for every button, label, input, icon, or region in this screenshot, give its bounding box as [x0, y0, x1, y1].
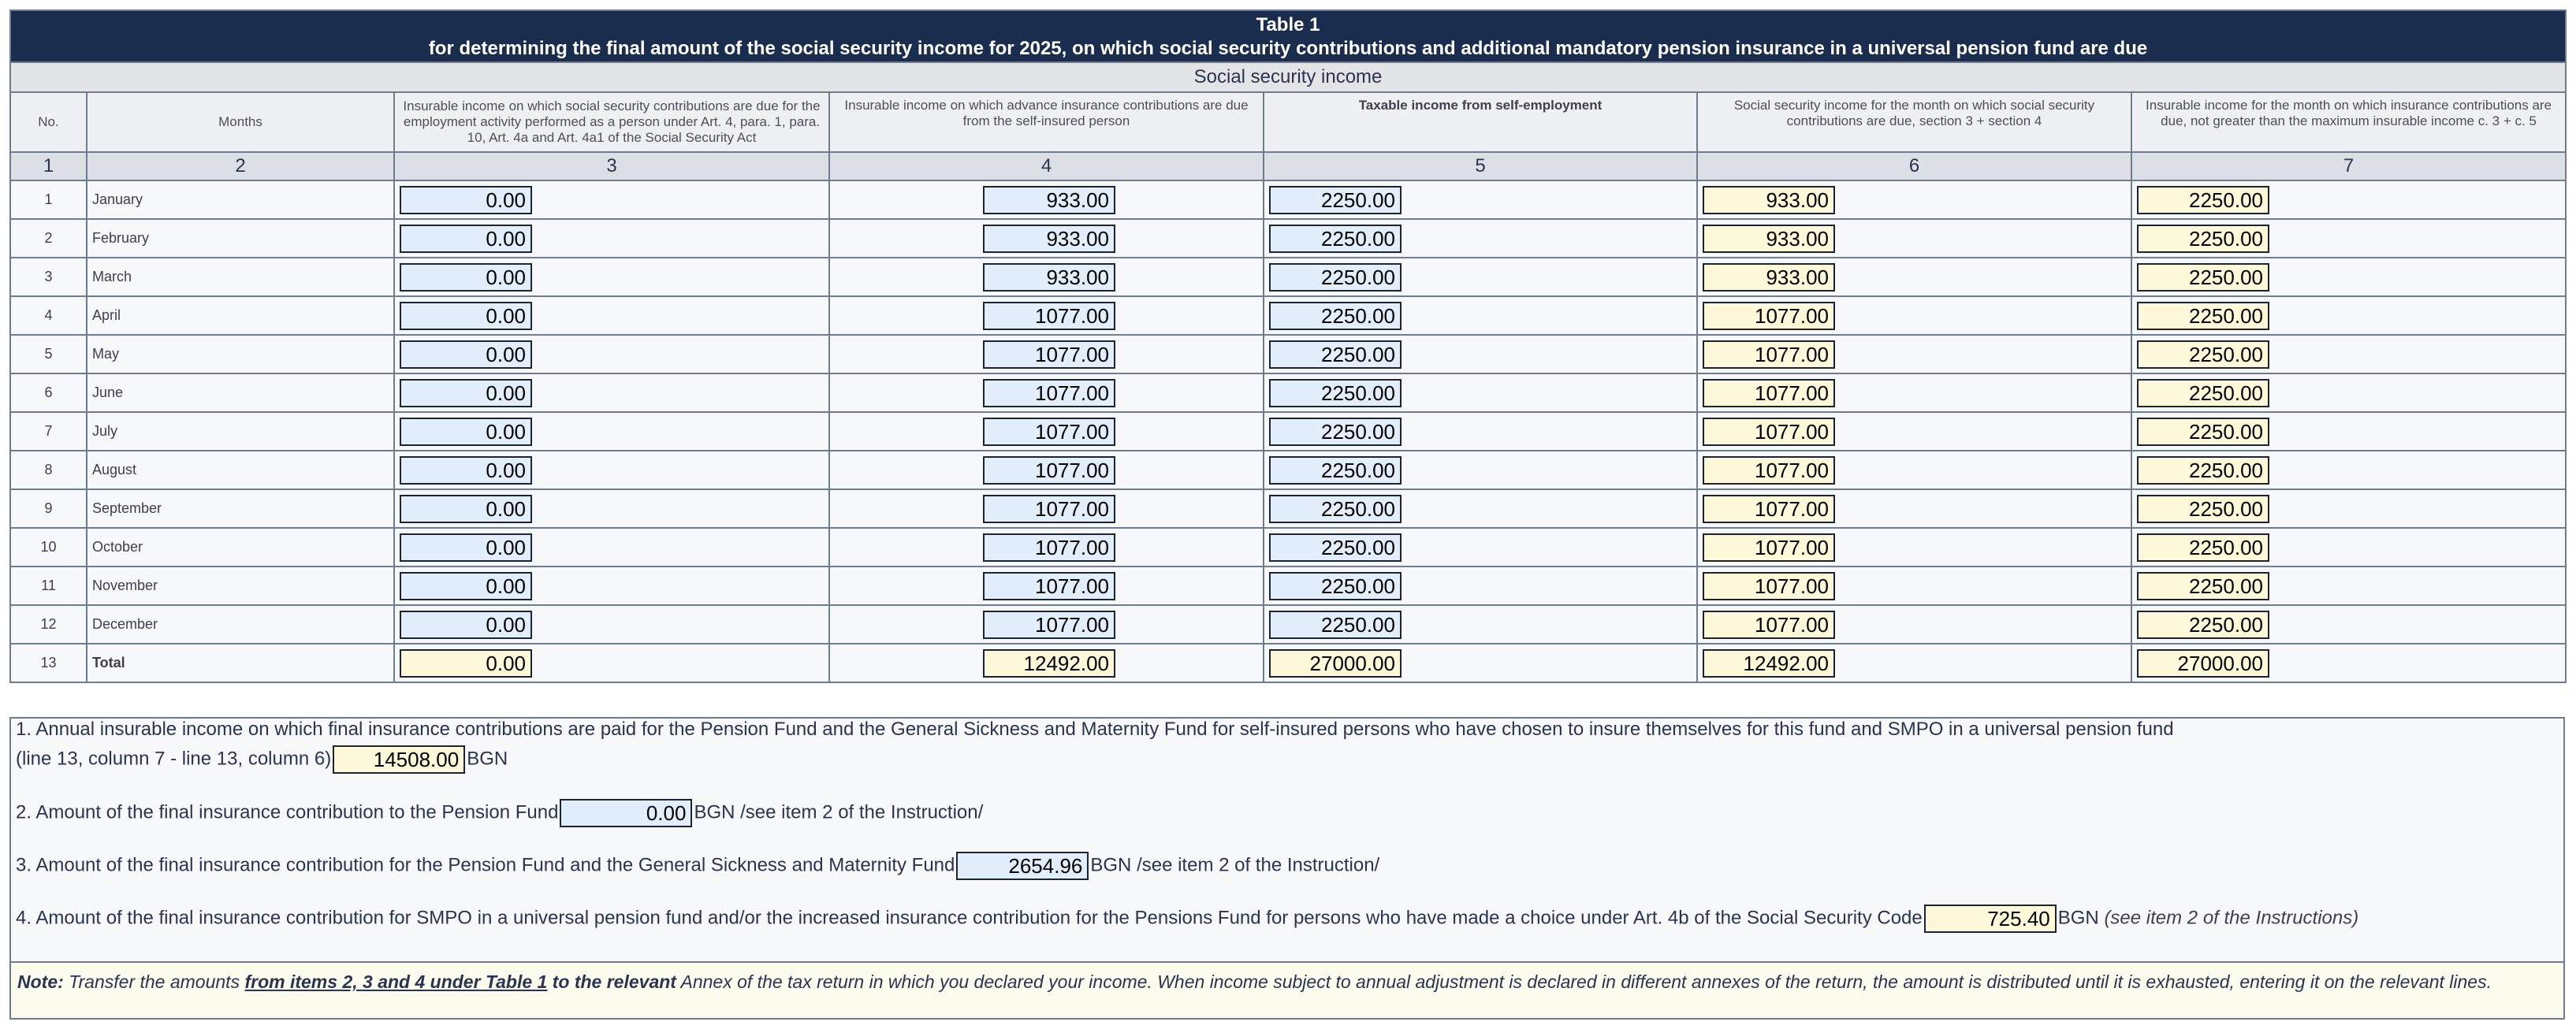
income-table [9, 9, 2567, 683]
value-field-c6: 1077.00 [1703, 572, 1835, 600]
value-field-c4[interactable]: 1077.00 [983, 379, 1115, 407]
cell-c4 [829, 412, 1264, 451]
cell-c7 [2131, 373, 2566, 412]
cell-c6 [1697, 412, 2131, 451]
row-number: 8 [10, 451, 87, 489]
value-field-c4[interactable]: 933.00 [983, 186, 1115, 214]
cell-c5 [1264, 412, 1697, 451]
value-field-c7: 2250.00 [2137, 418, 2269, 446]
cell-c7 [2131, 258, 2566, 296]
table-row [10, 180, 2566, 219]
value-field-c7: 2250.00 [2137, 572, 2269, 600]
row-number: 4 [10, 296, 87, 335]
value-field-c6: 1077.00 [1703, 456, 1835, 485]
cell-c7 [2131, 219, 2566, 258]
item-2-hint: /see item 2 of the Instruction/ [740, 801, 984, 823]
table-subtitle: for determining the final amount of the social security income for 2025, on which social security contributions and additional mandatory pension insurance in a universal pension fund are due [428, 38, 2148, 59]
value-field-c4[interactable]: 1077.00 [983, 533, 1115, 562]
cell-c4 [829, 528, 1264, 567]
cell-c6 [1697, 567, 2131, 605]
value-field-c5[interactable]: 2250.00 [1269, 263, 1402, 292]
cell-c4 [829, 489, 1264, 528]
value-field-c5[interactable]: 2250.00 [1269, 340, 1402, 369]
cell-c3 [394, 373, 829, 412]
value-field-c5[interactable]: 2250.00 [1269, 379, 1402, 407]
cell-c7 [2131, 489, 2566, 528]
cell-c7 [2131, 180, 2566, 219]
cell-c5 [1264, 296, 1697, 335]
value-field-c3[interactable]: 0.00 [400, 379, 532, 407]
row-number: 9 [10, 489, 87, 528]
cell-c4 [829, 373, 1264, 412]
value-field-c3[interactable]: 0.00 [400, 263, 532, 292]
col-header-3: Insurable income on which social security contributions are due for the employment activity performed as a person under Art. 4, para. 1, para. 10, Art. 4a and Art. 4a1 of the Social Security Act [394, 92, 829, 152]
value-field-c4[interactable]: 1077.00 [983, 302, 1115, 330]
col-number: 3 [394, 152, 829, 180]
value-field-c7: 2250.00 [2137, 302, 2269, 330]
month-label: January [87, 180, 394, 219]
value-field-c3[interactable]: 0.00 [400, 495, 532, 523]
cell-c4 [829, 180, 1264, 219]
item-1-value-field[interactable]: 14508.00 [333, 745, 465, 774]
cell-c7 [2131, 528, 2566, 567]
value-field-c4[interactable]: 1077.00 [983, 456, 1115, 485]
value-field-c3[interactable]: 0.00 [400, 418, 532, 446]
month-label: December [87, 605, 394, 644]
value-field-c6: 1077.00 [1703, 340, 1835, 369]
item-1-label: 1. Annual insurable income on which final insurance contributions are paid for the Pension Fund and the General Sickness and Maternity Fund for self-insured persons who have chosen to insure themselves for this fund and SMPO in a universal pension fund [16, 719, 2174, 740]
value-field-c7: 2250.00 [2137, 456, 2269, 485]
cell-c5 [1264, 528, 1697, 567]
cell-c6 [1697, 451, 2131, 489]
col-header-7: Insurable income for the month on which insurance contributions are due, not greater than the maximum insurable income c. 3 + c. 5 [2131, 92, 2566, 152]
value-field-c3[interactable]: 0.00 [400, 225, 532, 253]
cell-c4 [829, 567, 1264, 605]
item-4 [16, 905, 2358, 933]
value-field-c5[interactable]: 2250.00 [1269, 225, 1402, 253]
note-label: Note: [17, 971, 64, 992]
value-field-c3: 0.00 [400, 649, 532, 678]
table-1-container [9, 9, 2565, 683]
row-number: 7 [10, 412, 87, 451]
cell-c3 [394, 412, 829, 451]
value-field-c6: 12492.00 [1703, 649, 1835, 678]
value-field-c3[interactable]: 0.00 [400, 611, 532, 639]
value-field-c6: 1077.00 [1703, 495, 1835, 523]
cell-c5 [1264, 258, 1697, 296]
month-label: June [87, 373, 394, 412]
cell-c6 [1697, 258, 2131, 296]
value-field-c5[interactable]: 2250.00 [1269, 456, 1402, 485]
cell-c7 [2131, 451, 2566, 489]
month-label: February [87, 219, 394, 258]
cell-c7 [2131, 644, 2566, 682]
item-2-label: 2. Amount of the final insurance contribution to the Pension Fund [16, 801, 559, 823]
value-field-c4: 12492.00 [983, 649, 1115, 678]
value-field-c4[interactable]: 1077.00 [983, 340, 1115, 369]
item-1-line-2 [16, 745, 508, 774]
col-number: 1 [10, 152, 87, 180]
table-row [10, 605, 2566, 644]
item-1 [16, 719, 2174, 741]
table-row [10, 489, 2566, 528]
month-label: November [87, 567, 394, 605]
currency-label: BGN [1090, 854, 1132, 876]
value-field-c5: 27000.00 [1269, 649, 1402, 678]
cell-c4 [829, 335, 1264, 373]
table-row [10, 258, 2566, 296]
row-number: 13 [10, 644, 87, 682]
cell-c4 [829, 258, 1264, 296]
note-text-d: Annex of the tax return in which you declared your income. When income subject to annual adjustment is declared in different annexes of the return, the amount is distributed until it is exhausted, entering it on the relevant lines. [680, 971, 2492, 992]
value-field-c6: 933.00 [1703, 263, 1835, 292]
table-row [10, 528, 2566, 567]
cell-c6 [1697, 644, 2131, 682]
value-field-c6: 1077.00 [1703, 302, 1835, 330]
row-number: 10 [10, 528, 87, 567]
value-field-c5[interactable]: 2250.00 [1269, 418, 1402, 446]
cell-c3 [394, 296, 829, 335]
currency-label: BGN [467, 748, 508, 770]
cell-c7 [2131, 605, 2566, 644]
value-field-c4[interactable]: 1077.00 [983, 611, 1115, 639]
item-3-hint: /see item 2 of the Instruction/ [1137, 854, 1380, 876]
row-number: 2 [10, 219, 87, 258]
cell-c4 [829, 219, 1264, 258]
value-field-c4[interactable]: 1077.00 [983, 572, 1115, 600]
cell-c6 [1697, 180, 2131, 219]
table-row [10, 219, 2566, 258]
table-title: Table 1 [1256, 14, 1320, 35]
cell-c3 [394, 605, 829, 644]
cell-c3 [394, 451, 829, 489]
month-label: September [87, 489, 394, 528]
value-field-c3[interactable]: 0.00 [400, 302, 532, 330]
col-number: 5 [1264, 152, 1697, 180]
item-4-value-field[interactable]: 725.40 [1924, 905, 2057, 933]
value-field-c7: 2250.00 [2137, 263, 2269, 292]
table-row [10, 335, 2566, 373]
value-field-c4[interactable]: 1077.00 [983, 418, 1115, 446]
month-label: May [87, 335, 394, 373]
value-field-c7: 2250.00 [2137, 379, 2269, 407]
value-field-c7: 2250.00 [2137, 495, 2269, 523]
cell-c6 [1697, 605, 2131, 644]
col-number: 7 [2131, 152, 2566, 180]
value-field-c5[interactable]: 2250.00 [1269, 186, 1402, 214]
cell-c6 [1697, 296, 2131, 335]
value-field-c7: 2250.00 [2137, 225, 2269, 253]
item-4-label: 4. Amount of the final insurance contribution for SMPO in a universal pension fund and/or the increased insurance contribution for the Pensions Fund for persons who have made a choice under Art. 4b of the Social Security Code [16, 907, 1923, 929]
cell-c3 [394, 258, 829, 296]
cell-c5 [1264, 335, 1697, 373]
row-number: 12 [10, 605, 87, 644]
value-field-c7: 2250.00 [2137, 533, 2269, 562]
cell-c7 [2131, 296, 2566, 335]
col-header-months: Months [87, 92, 394, 152]
value-field-c5[interactable]: 2250.00 [1269, 302, 1402, 330]
cell-c6 [1697, 528, 2131, 567]
item-3-value-field[interactable]: 2654.96 [956, 852, 1089, 880]
value-field-c4[interactable]: 933.00 [983, 263, 1115, 292]
section-header: Social security income [10, 62, 2566, 92]
value-field-c6: 933.00 [1703, 186, 1835, 214]
cell-c4 [829, 451, 1264, 489]
table-row [10, 451, 2566, 489]
value-field-c7: 27000.00 [2137, 649, 2269, 678]
value-field-c3[interactable]: 0.00 [400, 572, 532, 600]
cell-c5 [1264, 489, 1697, 528]
value-field-c7: 2250.00 [2137, 340, 2269, 369]
value-field-c5[interactable]: 2250.00 [1269, 572, 1402, 600]
table-title-bar [10, 10, 2566, 62]
item-4-hint: (see item 2 of the Instructions) [2104, 907, 2359, 929]
value-field-c6: 933.00 [1703, 225, 1835, 253]
cell-c3 [394, 335, 829, 373]
cell-c3 [394, 219, 829, 258]
cell-c4 [829, 605, 1264, 644]
table-row [10, 296, 2566, 335]
cell-c7 [2131, 412, 2566, 451]
value-field-c3[interactable]: 0.00 [400, 456, 532, 485]
value-field-c7: 2250.00 [2137, 186, 2269, 214]
cell-c5 [1264, 644, 1697, 682]
col-number: 6 [1697, 152, 2131, 180]
currency-label: BGN [2057, 907, 2099, 929]
value-field-c6: 1077.00 [1703, 379, 1835, 407]
item-2 [16, 799, 983, 827]
cell-c3 [394, 489, 829, 528]
month-label: Total [87, 644, 394, 682]
cell-c4 [829, 296, 1264, 335]
item-2-value-field[interactable]: 0.00 [560, 799, 692, 827]
col-header-6: Social security income for the month on which social security contributions are due, section 3 + section 4 [1697, 92, 2131, 152]
month-label: March [87, 258, 394, 296]
item-3 [16, 852, 1379, 880]
final-contributions-section [9, 717, 2565, 1020]
table-row [10, 567, 2566, 605]
cell-c5 [1264, 180, 1697, 219]
row-number: 6 [10, 373, 87, 412]
row-number: 1 [10, 180, 87, 219]
cell-c5 [1264, 219, 1697, 258]
cell-c6 [1697, 489, 2131, 528]
value-field-c3[interactable]: 0.00 [400, 340, 532, 369]
item-1-formula: (line 13, column 7 - line 13, column 6) [16, 748, 332, 770]
col-header-no: No. [10, 92, 87, 152]
value-field-c5[interactable]: 2250.00 [1269, 611, 1402, 639]
note-text-a: Transfer the amounts [69, 971, 240, 992]
cell-c5 [1264, 567, 1697, 605]
cell-c5 [1264, 451, 1697, 489]
value-field-c5[interactable]: 2250.00 [1269, 533, 1402, 562]
value-field-c4[interactable]: 933.00 [983, 225, 1115, 253]
cell-c3 [394, 567, 829, 605]
value-field-c3[interactable]: 0.00 [400, 533, 532, 562]
table-row [10, 373, 2566, 412]
table-row [10, 412, 2566, 451]
month-label: October [87, 528, 394, 567]
value-field-c5[interactable]: 2250.00 [1269, 495, 1402, 523]
cell-c4 [829, 644, 1264, 682]
value-field-c6: 1077.00 [1703, 611, 1835, 639]
cell-c6 [1697, 373, 2131, 412]
value-field-c3[interactable]: 0.00 [400, 186, 532, 214]
cell-c3 [394, 644, 829, 682]
note-text-b: from items 2, 3 and 4 under Table 1 [244, 971, 548, 992]
row-number: 3 [10, 258, 87, 296]
value-field-c7: 2250.00 [2137, 611, 2269, 639]
month-label: August [87, 451, 394, 489]
cell-c3 [394, 180, 829, 219]
col-header-5: Taxable income from self-employment [1264, 92, 1697, 152]
month-label: April [87, 296, 394, 335]
value-field-c6: 1077.00 [1703, 418, 1835, 446]
month-label: July [87, 412, 394, 451]
cell-c7 [2131, 567, 2566, 605]
cell-c7 [2131, 335, 2566, 373]
cell-c5 [1264, 373, 1697, 412]
note-box [11, 961, 2563, 1018]
col-number: 4 [829, 152, 1264, 180]
col-header-4: Insurable income on which advance insurance contributions are due from the self-insured person [829, 92, 1264, 152]
value-field-c4[interactable]: 1077.00 [983, 495, 1115, 523]
cell-c6 [1697, 335, 2131, 373]
cell-c3 [394, 528, 829, 567]
note-text-c: to the relevant [552, 971, 676, 992]
value-field-c6: 1077.00 [1703, 533, 1835, 562]
col-number: 2 [87, 152, 394, 180]
cell-c5 [1264, 605, 1697, 644]
currency-label: BGN [694, 801, 735, 823]
row-number: 11 [10, 567, 87, 605]
total-row [10, 644, 2566, 682]
cell-c6 [1697, 219, 2131, 258]
row-number: 5 [10, 335, 87, 373]
item-3-label: 3. Amount of the final insurance contribution for the Pension Fund and the General Sickness and Maternity Fund [16, 854, 955, 876]
